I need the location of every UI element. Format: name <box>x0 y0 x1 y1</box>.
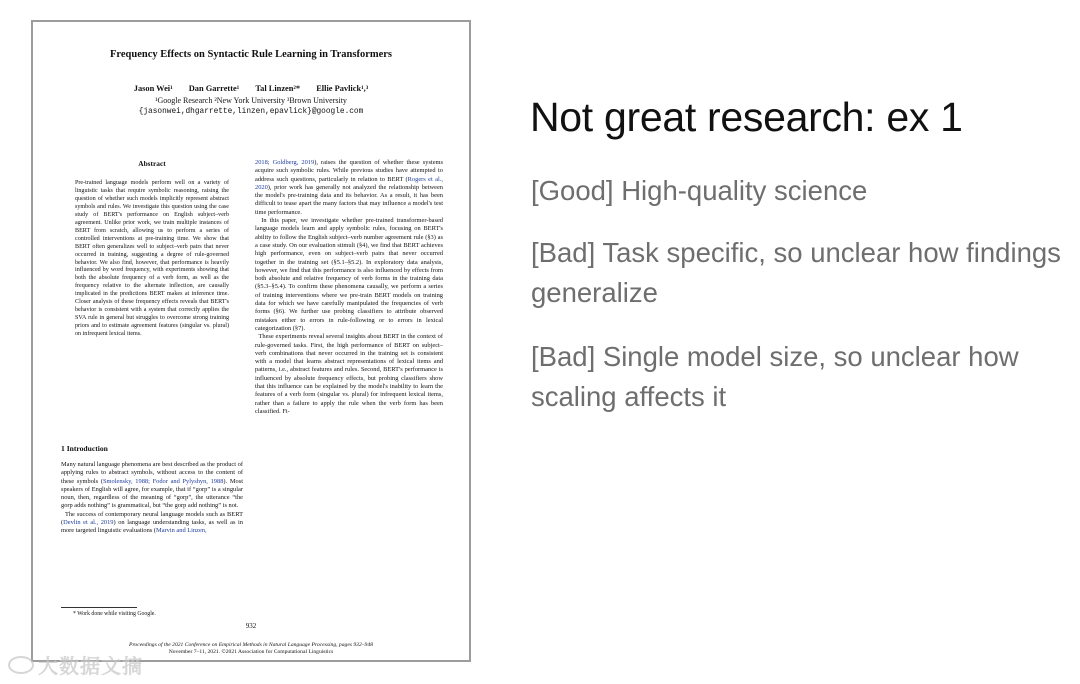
citation-link[interactable]: 2018; Goldberg, 2019 <box>255 159 315 166</box>
abstract-text: Pre-trained language models perform well on a variety of linguistic tasks that require symbolic reasoning, raising the question of whether such models implicitly represent abstract symbols and rules. We investigate this question using the case study of BERT's performance on English subject–verb agreement. Unlike prior work, we train multiple instances of BERT from scratch, allowing us to perform a series of controlled interventions at pre-training time. We show that BERT often generalizes well to subject–verb pairs that never occurred in training, suggesting a degree of rule-governed behavior. We also find, however, that performance is heavily influenced by word frequency, with experiments showing that both the absolute frequency of a verb form, as well as the frequency relative to the alternate inflection, are causally implicated in the predictions BERT makes at inference time. Closer analysis of these frequency effects reveals that BERT's behavior is consistent with a system that correctly applies the SVA rule in general but struggles to overcome strong training priors and to estimate agreement features (singular vs. plural) on infrequent lexical items. <box>75 180 229 338</box>
author: Dan Garrette¹ <box>188 84 240 93</box>
citation-link[interactable]: Devlin et al., 2019 <box>63 519 114 527</box>
right-p2-text: In this paper, we investigate whether pre-trained transformer-based language models learn and apply symbolic rules, focusing on BERT's ability to follow the English subject–verb number agreement rule (§3) as a case study. On our evaluation stimuli (§4), we find that BERT achieves high performance, even on subject–verb pairs that never occurred together in the training set (§5.1–§5.2). In exploratory data analysis, however, we find that this performance is also influenced by effects from both absolute and relative frequency of verb forms in the training data (§5.3–§5.4). To confirm these phenomena causally, we perform a series of training interventions where we pre-train BERT models on training data for which we have carefully manipulated the frequencies of verb forms (§6). We further use probing classifiers to attribute observed mistakes either to errors in rule-following or to errors in lexical categorization (§7). <box>255 217 443 332</box>
author: Jason Wei¹ <box>133 84 173 93</box>
watermark-logo-icon <box>8 656 34 674</box>
proceedings-line: Proceedings of the 2021 Conference on Empirical Methods in Natural Language Processing, pages 932–948 <box>129 642 373 648</box>
intro-p1-text: Many natural language phenomena are best described as the product of applying rules to abstract symbols, without access to the content of these symbols ( <box>61 461 243 485</box>
intro-p1-text: ). Most speakers of English will agree, for example, that if “gorp” is a singular noun, then, regardless of the meaning of “gorp”, the utterance “the gorp adds nothing” is grammatical, but “the gorp add nothing” is not. <box>61 477 243 510</box>
right-column-text <box>255 159 443 416</box>
paper-email: {jasonwei,dhgarrette,linzen,epavlick}@google.com <box>138 108 364 116</box>
slide-bullet: [Good] High-quality science <box>531 175 868 206</box>
paper-thumbnail <box>31 20 471 662</box>
paper-authors <box>33 84 469 93</box>
watermark <box>8 650 143 679</box>
intro-p2-text: ) on language understanding tasks, as well as in more targeted linguistic evaluations ( <box>61 519 243 535</box>
footnote-divider <box>61 607 137 608</box>
watermark-text: 大数据文摘 <box>38 656 143 678</box>
author: Ellie Pavlick¹,³ <box>316 84 369 93</box>
slide-bullet: [Bad] Single model size, so unclear how scaling affects it <box>531 341 1019 412</box>
page-number: 932 <box>245 622 257 630</box>
paper-title: Frequency Effects on Syntactic Rule Learning in Transformers <box>109 49 393 60</box>
slide-title: Not great research: ex 1 <box>530 94 963 140</box>
intro-p2-text: The success of contemporary neural language models such as BERT ( <box>61 510 243 527</box>
right-p1-text: ), prior work has generally not analyzed the relationship between the model's pre-training data and its behavior. As a result, it has been difficult to tease apart the many factors that may influence a model's test time performance. <box>255 183 443 216</box>
citation-link[interactable]: Marvin and Linzen, <box>156 527 207 535</box>
right-p1-text: ), raises the question of whether these systems acquire such symbolic rules. While previous studies have attempted to address such questions, particularly in relation to BERT ( <box>255 159 443 183</box>
citation-link[interactable]: Smolensky, 1988; Fodor and Pylyshyn, 1988 <box>103 477 224 485</box>
author: Tal Linzen²* <box>255 84 301 93</box>
proceedings-line: November 7–11, 2021. ©2021 Association for Computational Linguistics <box>168 649 334 655</box>
footnote: * Work done while visiting Google. <box>73 611 156 617</box>
intro-text <box>61 461 243 536</box>
paper-affiliations: ¹Google Research ²New York University ³Brown University <box>155 96 347 105</box>
citation-link[interactable]: Rogers et al., 2020 <box>255 175 443 191</box>
section-heading: 1 Introduction <box>61 444 108 453</box>
right-p3-text: These experiments reveal several insights about BERT in the context of rule-governed tasks. First, the high performance of BERT on subject–verb combinations that never occurred in the training set is consistent with a model that learns abstract representations of lexical items and patterns, i.e., abstract features and rules. Second, BERT's performance is influenced by absolute frequency effects, but probing classifiers show that this influence can be explained by the model's inability to learn the features of a verb form (singular vs. plural) for infrequent lexical items, rather than a failure to apply the rule when the verb form has been classified. Fi- <box>255 333 443 415</box>
slide-bullet: [Bad] Task specific, so unclear how findings generalize <box>531 237 1061 308</box>
abstract-heading: Abstract <box>138 159 166 168</box>
